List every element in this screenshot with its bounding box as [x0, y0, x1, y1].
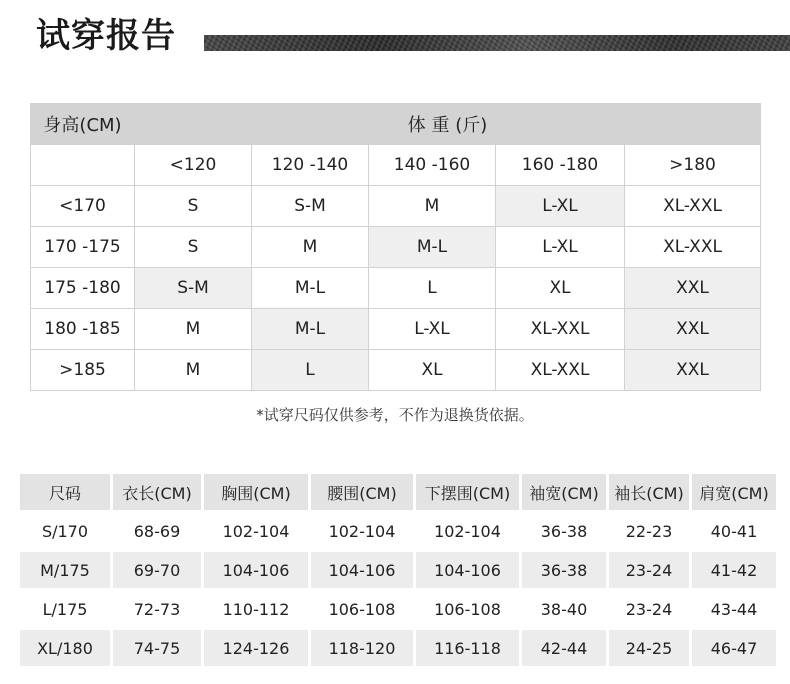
- measurement-header-row: [20, 474, 776, 510]
- size-cell: XL-XXL: [496, 350, 625, 391]
- size-cell: M-L: [252, 309, 369, 350]
- size-cell: XXL: [625, 268, 761, 309]
- size-cell: L: [369, 268, 496, 309]
- height-range-cell: 175 -180: [31, 268, 135, 309]
- weight-label: 体 重 (斤): [135, 104, 761, 145]
- height-range-cell: <170: [31, 186, 135, 227]
- size-cell: S: [135, 186, 252, 227]
- size-cell: M: [135, 350, 252, 391]
- measurement-cell: 102-104: [204, 513, 308, 549]
- measurement-table: [17, 471, 779, 669]
- size-cell: M: [369, 186, 496, 227]
- measurement-cell: 118-120: [311, 630, 413, 666]
- column-header: 腰围(CM): [311, 474, 413, 510]
- measurement-cell: 104-106: [311, 552, 413, 588]
- measurement-cell: 124-126: [204, 630, 308, 666]
- measurement-cell: 116-118: [416, 630, 519, 666]
- weight-range-cell: 140 -160: [369, 145, 496, 186]
- measurement-cell: 43-44: [692, 591, 776, 627]
- column-header: 肩宽(CM): [692, 474, 776, 510]
- column-header: 胸围(CM): [204, 474, 308, 510]
- measurement-cell: 72-73: [113, 591, 201, 627]
- measurement-cell: 46-47: [692, 630, 776, 666]
- measurement-cell: 38-40: [522, 591, 606, 627]
- size-label-cell: L/175: [20, 591, 110, 627]
- rec-row: [31, 309, 761, 350]
- height-label: 身高(CM): [31, 104, 135, 145]
- measurement-cell: 68-69: [113, 513, 201, 549]
- table-row: [20, 513, 776, 549]
- measurement-cell: 110-112: [204, 591, 308, 627]
- size-cell: XXL: [625, 350, 761, 391]
- measurement-cell: 41-42: [692, 552, 776, 588]
- measurement-cell: 23-24: [609, 591, 689, 627]
- decorative-texture-bar: [204, 35, 790, 51]
- size-cell: XXL: [625, 309, 761, 350]
- measurement-cell: 24-25: [609, 630, 689, 666]
- disclaimer-note: *试穿尺码仅供参考，不作为退换货依据。: [256, 406, 534, 424]
- size-label-cell: M/175: [20, 552, 110, 588]
- size-cell: S-M: [135, 268, 252, 309]
- size-cell: L: [252, 350, 369, 391]
- measurement-cell: 22-23: [609, 513, 689, 549]
- measurement-cell: 69-70: [113, 552, 201, 588]
- size-cell: M-L: [252, 268, 369, 309]
- size-cell: S: [135, 227, 252, 268]
- measurement-cell: 104-106: [416, 552, 519, 588]
- size-cell: M: [135, 309, 252, 350]
- size-cell: S-M: [252, 186, 369, 227]
- rec-row: [31, 268, 761, 309]
- table-row: [20, 552, 776, 588]
- size-cell: M: [252, 227, 369, 268]
- column-header: 下摆围(CM): [416, 474, 519, 510]
- size-cell: L-XL: [496, 227, 625, 268]
- measurement-cell: 102-104: [416, 513, 519, 549]
- weight-range-cell: 120 -140: [252, 145, 369, 186]
- measurement-cell: 106-108: [311, 591, 413, 627]
- measurement-cell: 23-24: [609, 552, 689, 588]
- size-cell: XL-XXL: [625, 186, 761, 227]
- rec-header-row: [31, 104, 761, 145]
- table-row: [20, 591, 776, 627]
- size-cell: XL: [369, 350, 496, 391]
- measurement-cell: 36-38: [522, 513, 606, 549]
- weight-range-cell: 160 -180: [496, 145, 625, 186]
- measurement-cell: 106-108: [416, 591, 519, 627]
- size-cell: M-L: [369, 227, 496, 268]
- table-row: [20, 630, 776, 666]
- column-header: 衣长(CM): [113, 474, 201, 510]
- corner-blank-cell: [31, 145, 135, 186]
- rec-row: [31, 350, 761, 391]
- measurement-cell: 42-44: [522, 630, 606, 666]
- size-label-cell: S/170: [20, 513, 110, 549]
- measurement-cell: 74-75: [113, 630, 201, 666]
- measurement-cell: 40-41: [692, 513, 776, 549]
- weight-range-cell: <120: [135, 145, 252, 186]
- size-cell: XL-XXL: [496, 309, 625, 350]
- size-cell: XL: [496, 268, 625, 309]
- column-header: 袖宽(CM): [522, 474, 606, 510]
- measurement-cell: 104-106: [204, 552, 308, 588]
- weight-range-cell: >180: [625, 145, 761, 186]
- measurement-cell: 102-104: [311, 513, 413, 549]
- measurement-cell: 36-38: [522, 552, 606, 588]
- size-cell: L-XL: [496, 186, 625, 227]
- size-cell: XL-XXL: [625, 227, 761, 268]
- size-label-cell: XL/180: [20, 630, 110, 666]
- column-header: 袖长(CM): [609, 474, 689, 510]
- height-range-cell: 170 -175: [31, 227, 135, 268]
- page-title: 试穿报告: [36, 16, 176, 56]
- size-cell: L-XL: [369, 309, 496, 350]
- rec-row: [31, 227, 761, 268]
- height-range-cell: >185: [31, 350, 135, 391]
- size-recommendation-table: [30, 103, 761, 391]
- weight-range-row: [31, 145, 761, 186]
- height-range-cell: 180 -185: [31, 309, 135, 350]
- column-header: 尺码: [20, 474, 110, 510]
- rec-row: [31, 186, 761, 227]
